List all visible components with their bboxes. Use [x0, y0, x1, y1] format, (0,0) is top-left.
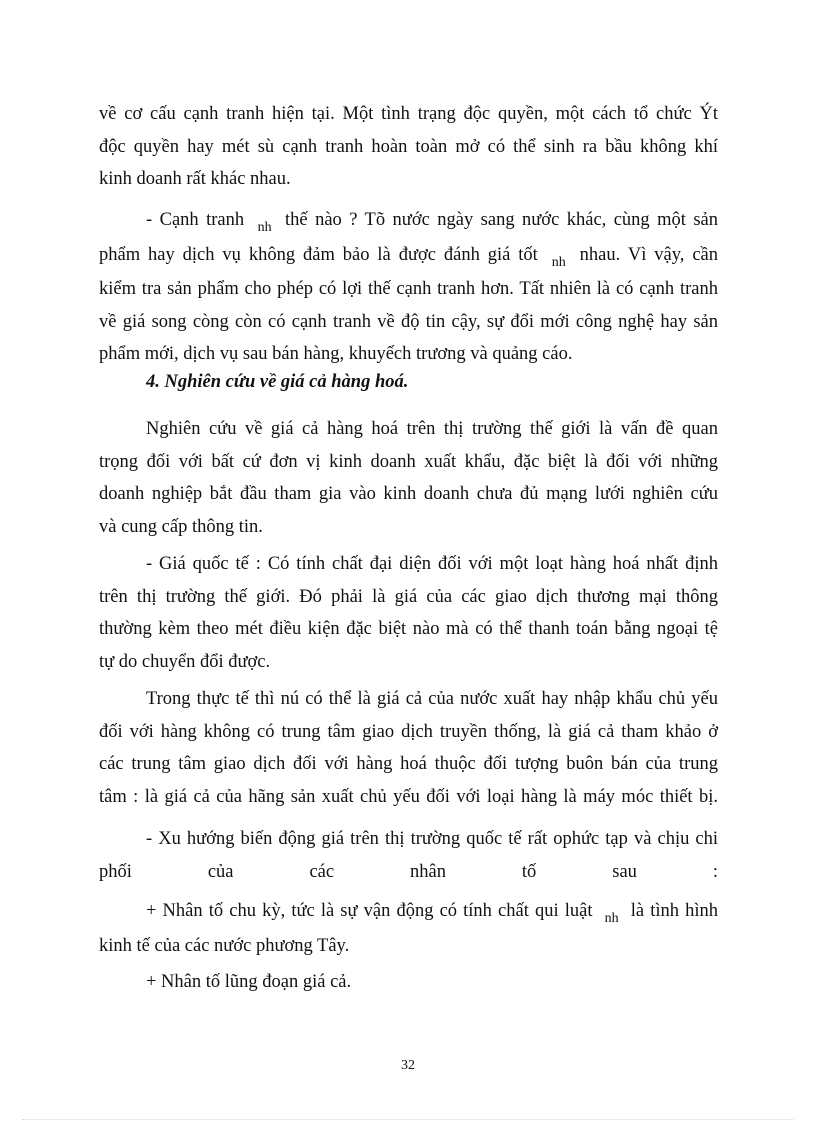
- page-number: 32: [401, 1058, 415, 1073]
- paragraph-cycle-factor: [99, 895, 718, 962]
- text-line: [99, 239, 718, 274]
- text-line: kinh doanh rất khác nhau.: [99, 169, 291, 189]
- text-line: Nghiên cứu về giá cả hàng hoá trên thị trường thế giới là vấn đề quan: [146, 419, 718, 439]
- paragraph-in-practice: [99, 683, 718, 813]
- text-line: - Xu hướng biến động giá trên thị trường quốc tế rất ophức tạp và chịu chi: [146, 829, 718, 849]
- text-line: về cơ cấu cạnh tranh hiện tại. Một tình trạng độc quyền, một cách tổ chức Ýt: [99, 104, 718, 124]
- paragraph-price-trend: [99, 823, 718, 888]
- paragraph-competition-how: [99, 204, 718, 371]
- text-line: và cung cấp thông tin.: [99, 516, 263, 537]
- subscript-fragment: nh: [551, 254, 566, 270]
- text-line: trên thị trường thế giới. Đó phải là giá của các giao dịch thương mại thông: [99, 586, 718, 607]
- text-line: + Nhân tố lũng đoạn giá cả.: [146, 972, 352, 992]
- text-line: [99, 204, 718, 239]
- text-line: doanh nghiệp bắt đầu tham gia vào kinh doanh chưa đủ mạng lưới nghiên cứu: [99, 484, 718, 504]
- text-line: đối với hàng không có trung tâm giao dịch truyền thống, là giá cả tham khảo ở: [99, 721, 718, 742]
- subscript-fragment: nh: [604, 911, 619, 926]
- text-line: phối của các nhân tố sau :: [99, 861, 718, 882]
- text-fragment: phẩm hay dịch vụ không đảm bảo là được đánh giá tốt: [99, 244, 538, 265]
- text-line: kinh tế của các nước phương Tây.: [99, 935, 350, 956]
- text-fragment: - Cạnh tranh: [146, 210, 245, 230]
- text-line: [99, 895, 718, 930]
- text-line: về giá song còng còn có cạnh tranh về độ tin cậy, sự đổi mới công nghệ hay sản: [99, 311, 718, 332]
- section-heading: 4. Nghiên cứu về giá cả hàng hoá.: [146, 372, 409, 392]
- paragraph-monopoly-factor: [99, 966, 718, 999]
- text-line: - Giá quốc tế : Có tính chất đại diện đối với một loạt hàng hoá nhất định: [146, 554, 718, 574]
- text-fragment: + Nhân tố chu kỳ, tức là sự vận động có tính chất qui luật: [146, 901, 593, 921]
- text-line: trọng đối với bất cứ đơn vị kinh doanh xuất khẩu, đặc biệt là đối với những: [99, 451, 718, 472]
- text-fragment: thế nào ? Tõ nước ngày sang nước khác, cùng một sản: [285, 210, 719, 230]
- text-line: phẩm mới, dịch vụ sau bán hàng, khuyếch trương và quảng cáo.: [99, 344, 573, 364]
- text-line: thường kèm theo mét điều kiện đặc biệt nào mà có thể thanh toán bằng ngoại tệ: [99, 619, 718, 639]
- text-line: các trung tâm giao dịch đối với hàng hoá thuộc đối tượng buôn bán của trung: [99, 754, 718, 774]
- paragraph-competition-structure: [99, 98, 718, 196]
- subscript-fragment: nh: [257, 220, 272, 235]
- paragraph-price-research: [99, 413, 718, 543]
- text-line: tự do chuyển đổi được.: [99, 651, 271, 672]
- text-line: kiểm tra sản phẩm cho phép có lợi thế cạnh tranh hơn. Tất nhiên là có cạnh tranh: [99, 279, 718, 299]
- text-fragment: nhau. Vì vậy, cần: [579, 244, 718, 265]
- text-fragment: là tình hình: [630, 901, 718, 921]
- text-line: tâm : là giá cả của hãng sản xuất chủ yếu đối với loại hàng là máy móc thiết bị.: [99, 786, 718, 807]
- text-line: Trong thực tế thì nú có thể là giá cả của nước xuất hay nhập khẩu chủ yếu: [146, 689, 718, 709]
- footer-divider: [22, 1119, 794, 1120]
- text-line: độc quyền hay mét sù cạnh tranh hoàn toàn mở có thể sinh ra bầu không khí: [99, 136, 718, 157]
- paragraph-international-price: [99, 548, 718, 678]
